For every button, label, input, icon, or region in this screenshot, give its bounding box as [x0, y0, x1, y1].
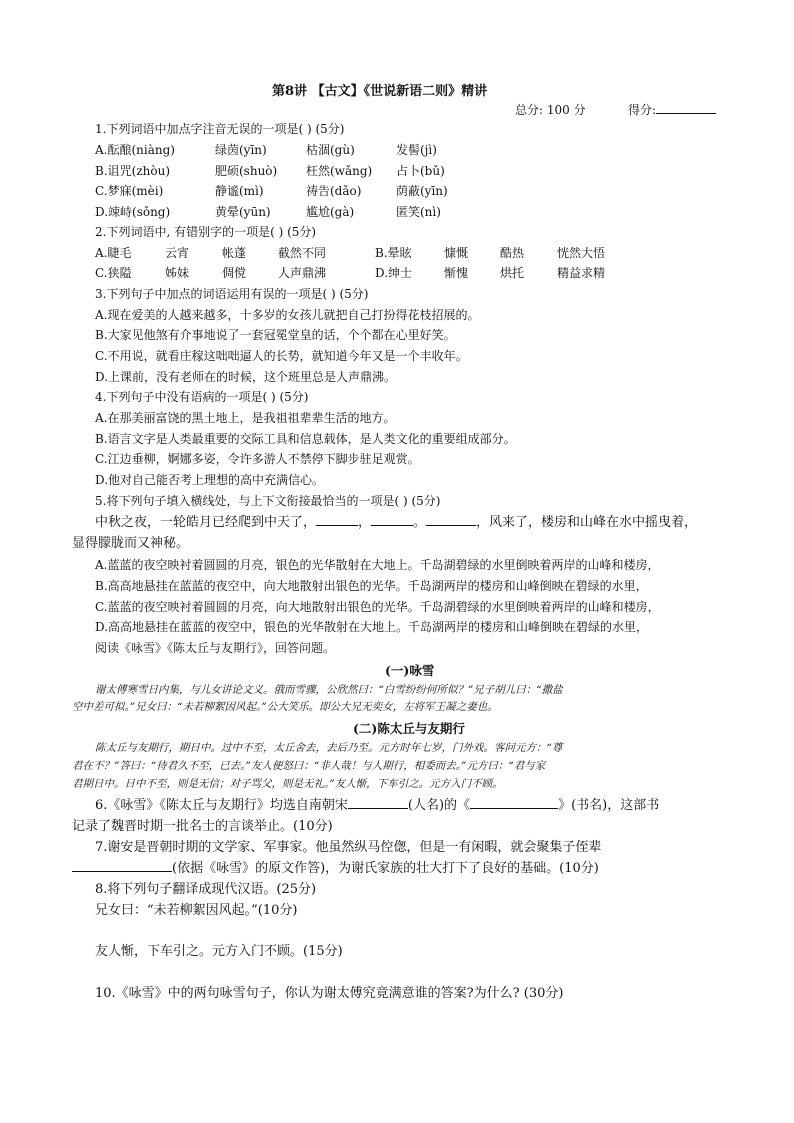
q2-word: 帐蓬	[222, 246, 247, 260]
q8-sentence-2: 友人惭，下车引之。元方入门不顾。(15分)	[95, 944, 343, 959]
q6-part-b: (人名)的《	[407, 798, 471, 813]
page-title: 第8讲 【古文】《世说新语二则》精讲	[272, 84, 488, 99]
q2-word: 惭愧	[444, 266, 469, 280]
q5-option-a: A.蓝蓝的夜空映衬着圆圆的月亮，银色的光华散射在大地上。千岛湖碧绿的水里倒映着两岸的山峰和楼房，	[95, 558, 660, 572]
q2-option-d: D.绅士	[375, 266, 413, 280]
total-score: 总分: 100 分	[515, 103, 586, 117]
q6-part-c: 》(书名)，这部书	[558, 798, 660, 813]
q3-option-a: A.现在爱美的人越来越多，十多岁的女孩儿就把自己打扮得花枝招展的。	[95, 308, 480, 322]
q1-option-c: C.梦寐(mèi)	[95, 184, 164, 198]
question-2-stem: 2.下列词语中, 有错别字的一项是( ) (5分)	[95, 225, 317, 239]
q2-word: 烘托	[500, 266, 525, 280]
q1-word: 枉然(wǎng)	[306, 164, 373, 178]
q1-option-b: B.诅咒(zhòu)	[95, 164, 171, 178]
q3-option-b: B.大家见他煞有介事地说了一套冠冕堂皇的话，个个都在心里好笑。	[95, 328, 456, 342]
q2-option-c: C.狭隘	[95, 266, 132, 280]
q1-word: 祷告(dǎo)	[306, 184, 362, 198]
question-5-stem: 5.将下列句子填入横线处，与上下文衔接最恰当的一项是( ) (5分)	[95, 494, 441, 508]
passage-2-heading: (二)陈太丘与友期行	[353, 721, 465, 736]
passage-1-heading: (一)咏雪	[385, 663, 435, 678]
q2-word: 倜傥	[222, 266, 247, 280]
question-7-line1: 7.谢安是晋朝时期的文学家、军事家。他虽然纵马倥偬，但是一有闲暇，就会聚集子侄辈	[95, 840, 602, 855]
q6-part-a: 6.《咏雪》《陈太丘与友期行》均选自南朝宋	[95, 798, 348, 813]
q5-option-b: B.高高地悬挂在蓝蓝的夜空中，向大地散射出银色的光华。千岛湖两岸的楼房和山峰倒映在碧绿的水里，	[95, 579, 648, 593]
q2-option-b: B.晕眩	[375, 246, 412, 260]
q1-word: 肥硕(shuò)	[215, 164, 278, 178]
q5-passage-a: 中秋之夜，一轮皓月已经爬到中天了，	[95, 515, 317, 530]
q2-option-a: A.睫毛	[95, 246, 132, 260]
q8-sentence-1: 兄女曰：“未若柳絮因风起。”(10分)	[95, 903, 298, 918]
question-4-stem: 4.下列句子中没有语病的一项是( ) (5分)	[95, 390, 309, 404]
question-1-stem: 1.下列词语中加点字注音无误的一项是( ) (5分)	[95, 122, 345, 136]
q1-word: 匿笑(nì)	[396, 205, 441, 219]
q6-author-blank[interactable]	[348, 808, 408, 809]
score-label: 得分:	[628, 103, 657, 117]
question-10-stem: 10.《咏雪》中的两句咏雪句子，你认为谢太傅究竟满意谁的答案?为什么? (30分)	[95, 986, 564, 1001]
q1-word: 尴尬(gà)	[306, 205, 355, 219]
q6-book-blank[interactable]	[470, 808, 558, 809]
q4-option-d: D.他对自己能否考上理想的高中充满信心。	[95, 473, 325, 487]
q5-option-d: D.高高地悬挂在蓝蓝的夜空中，银色的光华散射在大地上。千岛湖两岸的楼房和山峰倒映在碧绿的水里，	[95, 620, 649, 634]
q5-blank-3[interactable]	[426, 525, 476, 526]
q1-word: 荫蔽(yīn)	[396, 184, 448, 198]
q1-word: 黄晕(yūn)	[215, 205, 271, 219]
q1-option-d: D.竦峙(sǒng)	[95, 205, 171, 219]
q1-word: 绿茵(yīn)	[215, 143, 267, 157]
q5-blank-1[interactable]	[316, 525, 358, 526]
q3-option-c: C.不用说，就看庄稼这咄咄逼人的长势，就知道今年又是一个丰收年。	[95, 349, 468, 363]
q5-passage-line1: 中秋之夜，一轮皓月已经爬到中天了， ， 。 ，风来了，楼房和山峰在水中摇曳着，	[95, 515, 698, 530]
q7-line2-text: (依据《咏雪》的原文作答)，为谢氏家族的壮大打下了良好的基础。(10分)	[172, 861, 599, 876]
passage-1-line: 空中差可拟。”兄女曰：“未若柳絮因风起。”公大笑乐。即公大兄无奕女，左将军王凝之妻也。	[72, 701, 498, 713]
q4-option-b: B.语言文字是人类最重要的交际工具和信息载体，是人类文化的重要组成部分。	[95, 432, 516, 446]
q3-option-d: D.上课前，没有老师在的时候，这个班里总是人声鼎沸。	[95, 370, 397, 384]
q5-passage-b: ，风来了，楼房和山峰在水中摇曳着，	[476, 515, 698, 530]
passage-1-line: 谢太傅寒雪日内集，与儿女讲论文义。俄而雪骤，公欣然曰：“白雪纷纷何所似？”兄子胡儿曰：“撒盐	[95, 684, 563, 696]
reading-intro: 阅读《咏雪》《陈太丘与友期行》，回答问题。	[95, 641, 336, 655]
q5-passage-c: 显得朦胧而又神秘。	[72, 536, 190, 551]
q5-option-c: C.蓝蓝的夜空映衬着圆圆的月亮，向大地散射出银色的光华。千岛湖碧绿的水里倒映着两岸的山峰和楼房，	[95, 600, 660, 614]
question-8-stem: 8.将下列句子翻译成现代汉语。(25分)	[95, 882, 317, 897]
q7-answer-blank[interactable]	[72, 871, 172, 872]
q4-option-a: A.在那美丽富饶的黑土地上，是我祖祖辈辈生活的地方。	[95, 411, 396, 425]
q2-word: 姊妹	[165, 266, 190, 280]
q2-word: 截然不同	[278, 246, 327, 260]
passage-2-line: 君期日中。日中不至，则是无信；对子骂父，则是无礼。”友人惭，下车引之。元方入门不顾。	[72, 778, 503, 790]
question-3-stem: 3.下列句子中加点的词语运用有误的一项是( ) (5分)	[95, 287, 369, 301]
q1-word: 发髻(jì)	[396, 143, 437, 157]
q2-word: 恍然大悟	[557, 246, 606, 260]
passage-2-line: 君在不？”答曰：“待君久不至，已去。”友人便怒曰：“非人哉！与人期行，相委而去。”元方曰：“君与家	[72, 760, 546, 772]
q1-word: 枯涸(gù)	[306, 143, 355, 157]
question-6-line2: 记录了魏晋时期一批名士的言谈举止。(10分)	[72, 819, 333, 834]
q2-word: 人声鼎沸	[278, 266, 327, 280]
q1-word: 静谧(mì)	[215, 184, 264, 198]
q2-word: 酷热	[500, 246, 525, 260]
q2-word: 精益求精	[557, 266, 606, 280]
q2-word: 慷慨	[444, 246, 469, 260]
q2-word: 云宵	[165, 246, 190, 260]
q5-blank-2[interactable]	[371, 525, 413, 526]
score-field	[628, 101, 716, 118]
score-blank[interactable]	[656, 113, 716, 114]
question-7-line2	[72, 862, 599, 876]
q1-word: 占卜(bǔ)	[396, 164, 445, 178]
q4-option-c: C.江边垂柳，婀娜多姿，令许多游人不禁停下脚步驻足观赏。	[95, 452, 420, 466]
passage-2-line: 陈太丘与友期行，期日中。过中不至，太丘舍去，去后乃至。元方时年七岁，门外戏。客问元方：“尊	[95, 742, 563, 754]
q1-option-a: A.酝酿(niàng)	[95, 143, 175, 157]
question-6-line1	[95, 799, 659, 813]
